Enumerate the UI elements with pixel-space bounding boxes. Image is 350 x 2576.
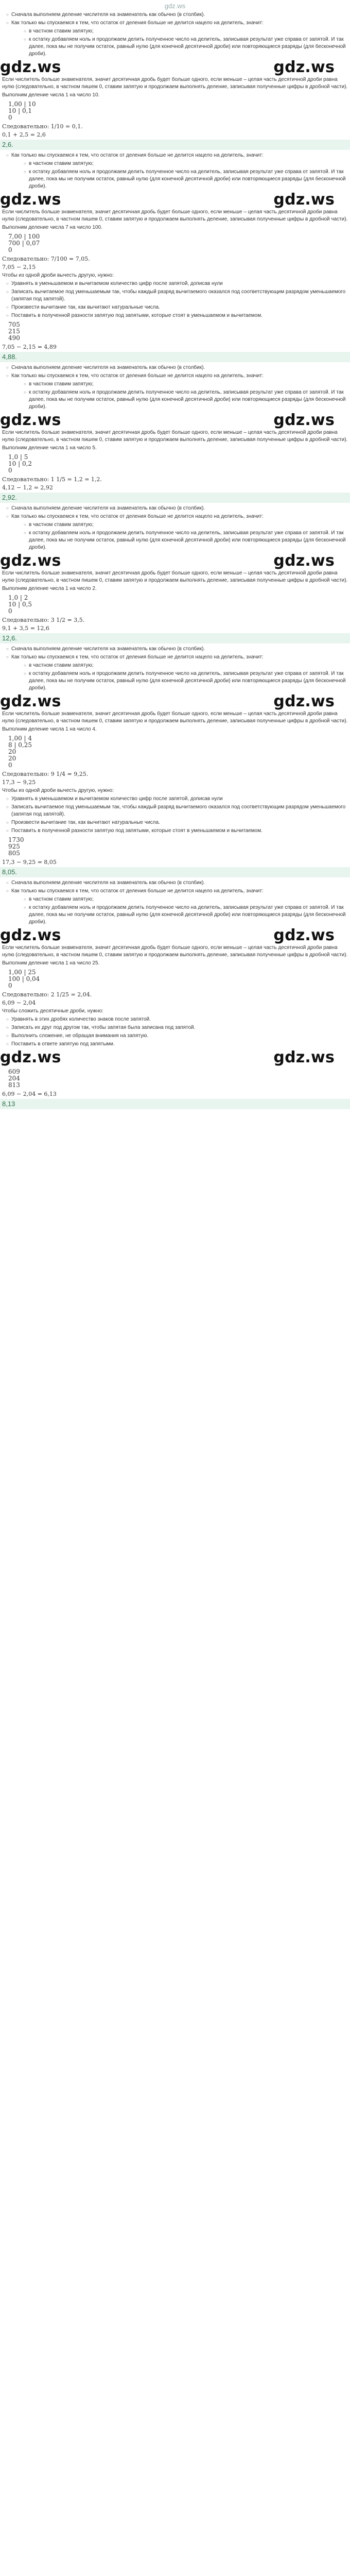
column-subtraction [8, 837, 350, 857]
step-item: ○ Как только мы спускаемся к тем, что остаток от деления больше не делится нацело на делитель, значит: [6, 654, 350, 661]
step-item: ○ Сначала выполняем деление числителя на знаменатель как обычно (в столбик). [6, 646, 350, 653]
solution-section [0, 505, 350, 643]
paragraph: Выполним деление числа 1 на число 2. [2, 586, 97, 591]
paragraph: Если числитель больше знаменателя, значит десятичная дробь будет больше одного, если меньше – целая часть десятичной дроби равна нулю (следовательно, в частном пишем 0, ставим запятую и продолжаем выполнять деление, записывая полученные цифры в дробной части). [2, 570, 348, 583]
expression: 4,12 − 1,2 = 2,92 [2, 484, 53, 491]
steps-list [0, 280, 350, 319]
paragraph: Выполним деление числа 7 на число 100. [2, 225, 102, 230]
watermark: gdz.ws [273, 692, 335, 710]
answer-bar: 2,6. [0, 140, 350, 150]
step-item: ○ в частном ставим запятую; [24, 662, 350, 669]
calc-line: 20 [8, 748, 16, 755]
step-item: ○ Сначала выполняем деление числителя на знаменатель как обычно (в столбик). [6, 11, 350, 19]
paragraph: Выполним деление числа 1 на число 4. [2, 726, 97, 732]
watermark: gdz.ws [0, 692, 61, 710]
step-item: ○ Поставить в полученной разности запятую под запятыми, которые стоят в уменьшаемом и вычитаемом. [6, 827, 350, 835]
step-item: ○ Поставить в ответе запятую под запятыми. [6, 1041, 350, 1048]
paragraph: Выполним деление числа 1 на число 5. [2, 445, 97, 451]
calc-line: 0 [8, 982, 12, 989]
step-item: ○ Как только мы спускаемся к тем, что остаток от деления больше не делится нацело на делитель, значит: [6, 20, 350, 27]
calc-line: 1,00 | 10 [8, 100, 36, 108]
column-addition [8, 1069, 350, 1089]
result-line: Следовательно: 9 1/4 = 9,25. [2, 771, 89, 777]
steps-list [0, 505, 350, 551]
column-subtraction [8, 321, 350, 342]
calc-line: 10 | 0,1 [8, 107, 32, 114]
long-division [8, 735, 350, 769]
step-item: ○ Как только мы спускаемся к тем, что остаток от деления больше не делится нацело на делитель, значит: [6, 513, 350, 520]
calc-line: 609 [8, 1068, 20, 1075]
step-item: ○ Как только мы спускаемся к тем, что остаток от деления больше не делится нацело на делитель, значит: [6, 152, 350, 159]
step-item: ○ Записать их друг под другом так, чтобы запятая была записана под запятой. [6, 1024, 350, 1031]
calc-line: 0 [8, 246, 12, 253]
paragraph: Если числитель больше знаменателя, значит десятичная дробь будет больше одного, если меньше – целая часть десятичной дроби равна нулю (следовательно, в частном пишем 0, ставим запятую и продолжаем выполнять деление, записывая полученные цифры в дробной части). [2, 430, 348, 443]
page [0, 0, 350, 1111]
calc-line: 0 [8, 761, 12, 769]
calc-line: 100 | 0,04 [8, 975, 40, 982]
long-division [8, 233, 350, 253]
calc-line: 925 [8, 843, 20, 850]
solution-section [0, 152, 350, 362]
answer-bar: 2,92. [0, 493, 350, 503]
step-item: ○ Записать вычитаемое под уменьшаемым так, чтобы каждый разряд вычитаемого оказался под соответствующим разрядом уменьшаемого (запятая под запятой). [6, 804, 350, 818]
step-item: ○ в частном ставим запятую; [24, 521, 350, 529]
solution-section [0, 364, 350, 503]
step-item: ○ к остатку добавляем ноль и продолжаем делить полученное число на делитель, записывая результат уже справа от запятой. И так далее, пока мы не получим остаток, равный нулю (для конечной десятичной дроби) или повторяющиеся разряды (для бесконечной дроби). [24, 36, 350, 58]
step-item: ○ Произвести вычитание так, как вычитают натуральные числа. [6, 304, 350, 311]
calc-line: 813 [8, 1081, 20, 1089]
step-item: ○ Произвести вычитание так, как вычитают натуральные числа. [6, 819, 350, 826]
watermark: gdz.ws [0, 926, 61, 944]
paragraph: Чтобы сложить десятичные дроби, нужно: [2, 1008, 103, 1014]
step-item: ○ в частном ставим запятую; [24, 381, 350, 388]
long-division [8, 595, 350, 615]
calc-line: 7,00 | 100 [8, 233, 40, 240]
step-item: ○ Сначала выполняем деление числителя на знаменатель как обычно (в столбик). [6, 879, 350, 887]
calc-line: 490 [8, 334, 20, 342]
step-item: ○ к остатку добавляем ноль и продолжаем делить полученное число на делитель, записывая результат уже справа от запятой. И так далее, пока мы не получим остаток, равный нулю (для конечной десятичной дроби) или повторяющиеся разряды (для бесконечной дроби). [24, 530, 350, 551]
step-item: ○ к остатку добавляем ноль и продолжаем делить полученное число на делитель, записывая результат уже справа от запятой. И так далее, пока мы не получим остаток, равный нулю (для конечной десятичной дроби) или повторяющиеся разряды (для бесконечной дроби). [24, 904, 350, 926]
expression: 9,1 + 3,5 = 12,6 [2, 625, 49, 632]
paragraph: Чтобы из одной дроби вычесть другую, нужно: [2, 273, 114, 278]
calc-line: 805 [8, 850, 20, 857]
steps-list [0, 1016, 350, 1048]
step-item: ○ Сначала выполняем деление числителя на знаменатель как обычно (в столбик). [6, 505, 350, 512]
expression: 17,3 − 9,25 [2, 779, 36, 786]
expression: 6,09 − 2,04 [2, 999, 36, 1006]
watermark: gdz.ws [273, 191, 335, 209]
step-item: ○ к остатку добавляем ноль и продолжаем делить полученное число на делитель, записывая результат уже справа от запятой. И так далее, пока мы не получим остаток, равный нулю (для конечной десятичной дроби) или повторяющиеся разряды (для бесконечной дроби). [24, 168, 350, 190]
steps-list [0, 152, 350, 190]
step-item: ○ в частном ставим запятую; [24, 28, 350, 35]
watermark: gdz.ws [273, 411, 335, 429]
step-item: ○ Сначала выполняем деление числителя на знаменатель как обычно (в столбик). [6, 364, 350, 371]
watermark: gdz.ws [273, 1048, 335, 1066]
step-item: ○ в частном ставим запятую; [24, 160, 350, 167]
solution-section [0, 11, 350, 150]
calc-line: 0 [8, 607, 12, 615]
result-line: Следовательно: 7/100 = 7,05. [2, 256, 90, 262]
long-division [8, 101, 350, 121]
watermark: gdz.ws [0, 552, 61, 570]
expression: 6,09 − 2,04 = 6,13 [2, 1091, 57, 1097]
step-item: ○ Уравнять в уменьшаемом и вычитаемом количество цифр после запятой, дописав нули [6, 280, 350, 287]
calc-line: 10 | 0,2 [8, 460, 32, 467]
step-item: ○ Уравнять в этих дробях количество знаков после запятой. [6, 1016, 350, 1023]
calc-line: 1,00 | 4 [8, 735, 32, 742]
calc-line: 705 [8, 321, 20, 328]
expression: 7,05 − 2,15 = 4,89 [2, 344, 57, 350]
calc-line: 215 [8, 328, 20, 335]
solution-section [0, 879, 350, 1109]
step-item: ○ Записать вычитаемое под уменьшаемым так, чтобы каждый разряд вычитаемого оказался под соответствующим разрядом уменьшаемого (запятая под запятой). [6, 289, 350, 303]
step-item: ○ Как только мы спускаемся к тем, что остаток от деления больше не делится нацело на делитель, значит: [6, 372, 350, 380]
result-line: Следовательно: 1/10 = 0,1. [2, 123, 83, 130]
steps-list [0, 795, 350, 835]
calc-line: 20 [8, 755, 16, 762]
step-item: ○ к остатку добавляем ноль и продолжаем делить полученное число на делитель, записывая результат уже справа от запятой. И так далее, пока мы не получим остаток, равный нулю (для конечной десятичной дроби) или повторяющиеся разряды (для бесконечной дроби). [24, 670, 350, 692]
paragraph: Выполним деление числа 1 на число 10. [2, 92, 100, 98]
expression: 0,1 + 2,5 = 2,6 [2, 131, 46, 138]
paragraph: Выполним деление числа 1 на число 25. [2, 960, 100, 966]
paragraph: Если числитель больше знаменателя, значит десятичная дробь будет больше одного, если меньше – целая часть десятичной дроби равна нулю (следовательно, в частном пишем 0, ставим запятую и продолжаем выполнять деление, записывая полученные цифры в дробной части). [2, 209, 348, 222]
calc-line: 204 [8, 1075, 20, 1082]
paragraph: Если числитель больше знаменателя, значит десятичная дробь будет больше одного, если меньше – целая часть десятичной дроби равна нулю (следовательно, в частном пишем 0, ставим запятую и продолжаем выполнять деление, записывая полученные цифры в дробной части). [2, 711, 348, 724]
step-item: ○ к остатку добавляем ноль и продолжаем делить полученное число на делитель, записывая результат уже справа от запятой. И так далее, пока мы не получим остаток, равный нулю (для конечной десятичной дроби) или повторяющиеся разряды (для бесконечной дроби). [24, 389, 350, 411]
result-line: Следовательно: 3 1/2 = 3,5. [2, 617, 85, 623]
step-item: ○ в частном ставим запятую; [24, 896, 350, 903]
watermark: gdz.ws [273, 58, 335, 76]
watermark: gdz.ws [0, 58, 61, 76]
watermark: gdz.ws [273, 552, 335, 570]
calc-line: 1,00 | 25 [8, 969, 36, 976]
expression: 7,05 − 2,15 [2, 264, 36, 270]
watermark: gdz.ws [0, 1048, 61, 1066]
paragraph: Чтобы из одной дроби вычесть другую, нужно: [2, 788, 114, 793]
watermark: gdz.ws [0, 191, 61, 209]
solution-section [0, 646, 350, 877]
answer-bar: 12,6. [0, 633, 350, 643]
result-line: Следовательно: 2 1/25 = 2,04. [2, 991, 92, 998]
result-line: Следовательно: 1 1/5 = 1,2 = 1,2. [2, 476, 102, 483]
calc-line: 1,0 | 2 [8, 594, 28, 601]
calc-line: 0 [8, 114, 12, 121]
steps-list [0, 364, 350, 411]
steps-list [0, 646, 350, 692]
long-division [8, 454, 350, 474]
step-item: ○ Как только мы спускаемся к тем, что остаток от деления больше не делится нацело на делитель, значит: [6, 888, 350, 895]
step-item: ○ Выполнить сложение, не обращая внимания на запятую. [6, 1032, 350, 1040]
calc-line: 700 | 0,07 [8, 240, 40, 247]
paragraph: Если числитель больше знаменателя, значит десятичная дробь будет больше одного, если меньше – целая часть десятичной дроби равна нулю (следовательно, в частном пишем 0, ставим запятую и продолжаем выполнять деление, записывая полученные цифры в дробной части). [2, 77, 348, 90]
step-item: ○ Уравнять в уменьшаемом и вычитаемом количество цифр после запятой, дописав нули [6, 795, 350, 803]
step-item: ○ Поставить в полученной разности запятую под запятыми, которые стоят в уменьшаемом и вычитаемом. [6, 312, 350, 319]
calc-line: 10 | 0,5 [8, 601, 32, 608]
long-division [8, 969, 350, 989]
expression: 17,3 − 9,25 = 8,05 [2, 859, 57, 866]
answer-bar: 8,13 [0, 1099, 350, 1109]
calc-line: 8 | 0,25 [8, 741, 32, 749]
steps-list [0, 879, 350, 926]
watermark: gdz.ws [273, 926, 335, 944]
calc-line: 0 [8, 467, 12, 474]
answer-bar: 4,88. [0, 352, 350, 362]
calc-line: 1,0 | 5 [8, 453, 28, 461]
paragraph: Если числитель больше знаменателя, значит десятичная дробь будет больше одного, если меньше – целая часть десятичной дроби равна нулю (следовательно, в частном пишем 0, ставим запятую и продолжаем выполнять деление, записывая полученные цифры в дробной части). [2, 945, 348, 958]
watermark: gdz.ws [0, 411, 61, 429]
steps-list [0, 11, 350, 58]
header-link[interactable]: gdz.ws [164, 2, 186, 10]
answer-bar: 8,05. [0, 867, 350, 877]
calc-line: 1730 [8, 836, 24, 843]
